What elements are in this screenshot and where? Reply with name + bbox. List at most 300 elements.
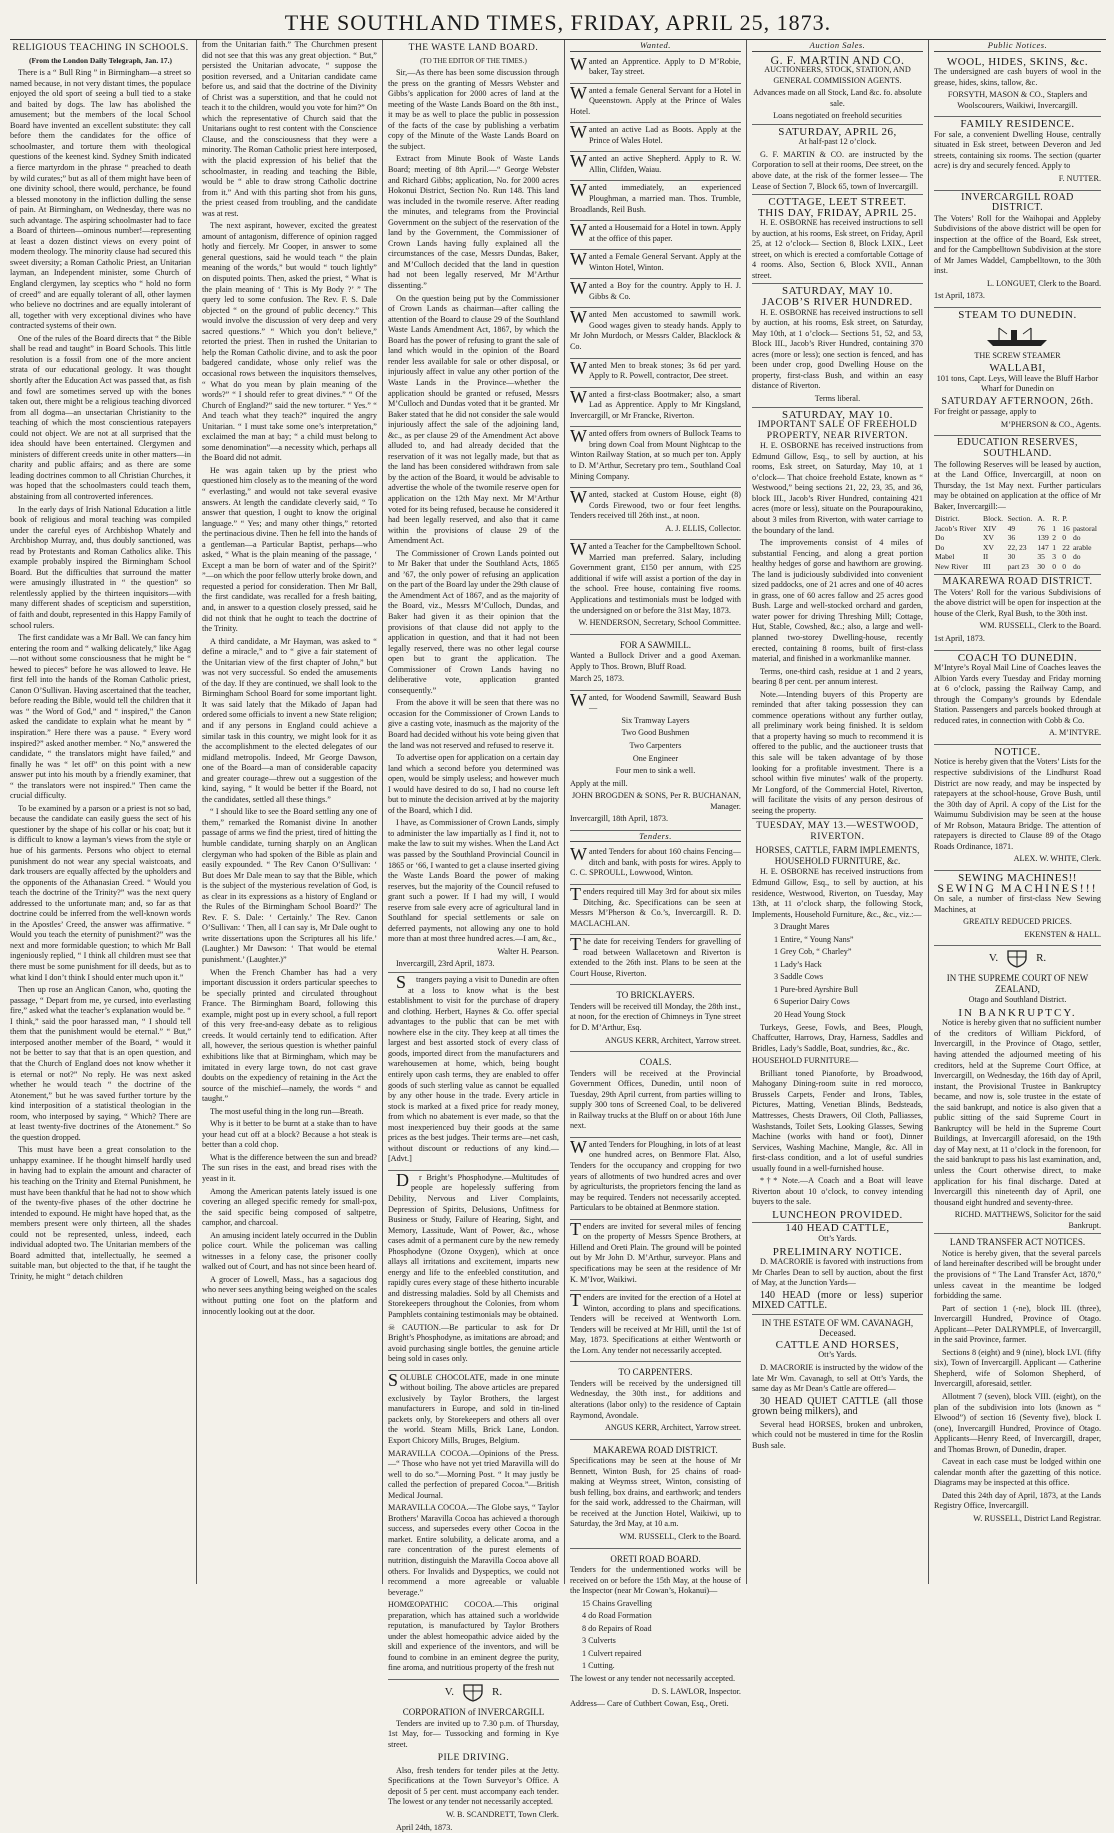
letter-paragraph: Sir,—As there has been some discussion through the press on the granting of Messrs Webster and Gibbs’s application for 2000 acres of land at the meeting of the Waste Lands Board on the 8th inst., it may be as well to place the public in possession of the facts of the case by publishing a verbatim copy of the Minute of the Waste Lands Board on the subject. [388, 68, 559, 152]
ad-text: Tenders are invited for several miles of fencing on the property of Messrs Spence Brothers, at Hillend and Oreti Plain. The ground will be pointed out by Mr John D. M’Arthur, surveyor. Plans and specifications may be seen at the residence of Mr K. M’Ivor, Waikiwi. [570, 1222, 741, 1285]
sale-text: H. E. OSBORNE has received instructions from Edmund Gillow, Esq., to sell by auction, at his rooms, Esk street, on Saturday, May 10, at 1 o’clock— That choice freehold Estate, known as “ Westwood,” being sections 21, 22, 23, 35, and 36, block III., Jacob’s River Hundred, containing 421 acres (more or less), situate on the Pourapourakino, about 3 miles from Riverton, with water carriage to the boundary of the land. [752, 441, 923, 536]
ad-heading: SEWING MACHINES!!! [934, 883, 1101, 894]
ad-text: Tenders will be received till Monday, the 28th inst., at noon, for the erection of Chimneys in Tyne street for D. M’Arthur, Esq. [570, 1002, 741, 1034]
ad-text: Tenders will be received by the undersigned till Wednesday, the 30th inst., for additions and alterations (labor only) to the residence of Captain Raymond, Avondale. [570, 1379, 741, 1421]
table-cell: pastoral [1072, 524, 1101, 534]
sale-text: G. F. MARTIN & CO. are instructed by the Corporation to sell at their rooms, Dee street, on the above date, at the risk of the former lessee— The Lease of Section 7, Block 65, town of Invercargill. [752, 150, 923, 195]
ad-text: Apply at the mill. [570, 779, 741, 790]
table-cell: New River [934, 562, 982, 572]
ad-text: Wanted a first-class Bootmaker; also, a smart Lad as Apprentice. Apply to Mr Kingsland, Invercargill, or Mr Francke, Riverton. [570, 390, 741, 422]
article-paragraph: “ I should like to see the Board settling any one of them,” remarked the Romanist divine In another passage of arms we find the priest, tired of hitting the humble candidate, turning sharply on an Anglican clergyman who had spoken of the Bible as plain and easily expounded. “ The Rev Canon O’Sullivan: ‘ But does Mr Dale mean to say that the Bible, which is the subject of the mysterious revelation of God, is as clear in its expressions as a history of England or the Rules of the Birmingham School Board?’ The Rev. F. S. Dale: ‘ Certainly.’ The Rev. Canon O’Sullivan: ‘ Then, all I can say is, Mr Dale ought to write dissertations upon the Scriptures all his life.’ (Laughter.) Mr Dawson: ‘ That would be eternal punishment.’ (Laughter.)” [202, 807, 377, 965]
table-cell: 36 [1007, 533, 1037, 543]
ad-signature: D. S. LAWLOR, Inspector. [570, 1687, 741, 1698]
ad-text: Address— Care of Cuthbert Cowan, Esq., Oreti. [570, 1699, 741, 1710]
court-crest: V. R. [934, 946, 1101, 970]
sale-date: THIS DAY, FRIDAY, APRIL 25. [752, 208, 923, 219]
letter-paragraph: To advertise open for application on a certain day land which a second before you determined was open, would be simply useless; and however much I would have desired to do so, I had no course left but to minute the decision arrived at by the majority of the Board, which I did. [388, 753, 559, 816]
advert-chocolate [388, 1371, 559, 1680]
steamer-ad [934, 308, 1101, 436]
pile-signature: W. B. SCANDRETT, Town Clerk. [388, 1810, 559, 1821]
bankruptcy-signature: RICHD. MATTHEWS, Solicitor for the said Bankrupt. [934, 1210, 1101, 1234]
sale-heading: PRELIMINARY NOTICE. [752, 1247, 923, 1258]
table-cell: 0 [1061, 562, 1072, 572]
stock-item: 1 Grey Cob, “ Charley” [752, 947, 923, 958]
table-cell: 35 [1036, 552, 1051, 562]
sale-date: TUESDAY, MAY 13.—WESTWOOD, RIVERTON. [752, 821, 923, 842]
table-cell: 0 [1051, 562, 1061, 572]
advert-strangers [388, 972, 559, 1171]
ad-text: Tenders required till May 3rd for about six miles Ditching, &c. Specifications can be seen at Messrs M’Pherson & Co.’s, Invercargill. R. D. MACLACHLAN. [570, 887, 741, 929]
ad-text: The following Reserves will be leased by auction, at the Land Office, Invercargill, at noon on Thursday, the 1st May next. Further particulars may be obtained on application at the office of Mr Baker, Invercargill:— [934, 460, 1101, 513]
ad-text: Wanted, for Woodend Sawmill, Seaward Bush— [570, 693, 741, 714]
ad-signature: M’PHERSON & CO., Agents. [934, 420, 1101, 431]
wanted-ad [570, 84, 741, 124]
table-cell: 1 [1051, 524, 1061, 534]
advert-phosphodyne [388, 1171, 559, 1371]
pile-date: April 24th, 1873. [388, 1823, 559, 1833]
sale-heading: IMPORTANT SALE OF FREEHOLD PROPERTY, NEAR RIVERTON. [752, 420, 923, 441]
ad-signature: A. M’INTYRE. [934, 728, 1101, 739]
section-header-auctions: Auction Sales. [752, 40, 923, 52]
oreti-ad [570, 1549, 741, 1715]
corporation-text: Tenders are invited up to 7.30 p.m. of Thursday, 1st May, for— Tussocking and forming in Kye street. [388, 1719, 559, 1751]
ad-date: 1st April, 1873. [934, 291, 1101, 302]
table-cell: 22 [1061, 543, 1072, 553]
table-cell: 139 [1036, 533, 1051, 543]
wanted-ad [570, 359, 741, 388]
table-cell: part 23 [1007, 562, 1037, 572]
sawmill-ad [570, 635, 741, 691]
article-paragraph: The next aspirant, however, excited the greatest amount of antagonism, difference of opinion ragged hotly and fiercely. Mr Cooper, in answer to some general questions, said he would teach “ the plain meaning of the words,” but would “ touch lightly” on disputed points. Then, asked the priest, “ What is the plain meaning of ‘ This is My Body ?’ ” The query led to some confusion. The Rev. F. S. Dale objected “ on the ground of public decency.” This would involve the discussion of very deep and very sacred questions.” “ Which you don’t believe,” retorted the priest. Then in rushed the Unitarian to help the Roman Catholic divine, and to ask the poor badgered candidate, whose only relief was the occasional rows between the inquisitors themselves, “ What do you mean by plain meaning of the words?” “ I should refer to great divines.” “ Of the Church of England?” said the new torturer. “ Yes.” “ And teach what they teach?” inquired the angry Unitarian. “ I must take some one’s interpretation,” exclaimed the man at bay; “ a child must belong to some denomination”—a necessity which, perhaps all the Board did not admit. [202, 221, 377, 464]
filler-paragraph: The most useful thing in the long run—Breath. [202, 1107, 377, 1118]
tender-ad [570, 885, 741, 935]
ad-heading: FOR A SAWMILL. [570, 640, 741, 651]
bricklayers-ad [570, 985, 741, 1052]
tender-ad [570, 1220, 741, 1291]
ad-signature: WM. RUSSELL, Clerk to the Board. [570, 1532, 741, 1543]
ad-text: Wanted an active Lad as Boots. Apply at the Prince of Wales Hotel. [570, 125, 741, 146]
crest-icon [1004, 948, 1030, 968]
sale-text: Note.—Intending buyers of this Property are reminded that after taking possession they can commence operations without any further outlay, all preliminary work being finished. It is seldom that a property having so much to recommend it is offered to the public, and the auctioneer trusts that this sale will be taken advantage of by those looking for a profitable investment. There is a school within five minutes’ walk of the property. Mr Longford, of the Commercial Hotel, Riverton, will facilitate the visits of any person desirous of seeing the property. [752, 690, 923, 820]
sale-date: SATURDAY, MAY 10. [752, 286, 923, 297]
ad-text: Notice is hereby given that the Voters’ Lists for the respective subdivisions of the Lindhurst Road District are now ready, and may be inspected by ratepayers at the school-house, Grove Bush, until the 30th day of April. A copy of the List for the Waimumu Subdivision may be seen at the house of Mr Robson, Mataura Bridge. The attention of ratepayers is directed to Clause 89 of the Otago Roads Ordinance, 1871. [934, 757, 1101, 852]
sale-text: The improvements consist of 4 miles of substantial Fencing, and along a great portion healthy hedges of gorse and hawthorn are growing. The land is judiciously subdivided into convenient sized paddocks, one of 21 acres and one of 40 acres in grass, one of 60 acres fallow and 25 acres good Bush. Large and well-stocked orchard and garden, water power for driving Threshing Mill; Cottage, Hut, Stable, Cowshed, &c.; also, a large and well-planned two-storey Dwelling-house, recently erected, containing 8 rooms, built of first-class material, and finished in a workmanlike manner. [752, 538, 923, 665]
ad-signature: F. NUTTER. [934, 174, 1101, 185]
ad-list-item: 4 do Road Formation [570, 1611, 741, 1622]
stock-item: 6 Superior Dairy Cows [752, 997, 923, 1008]
ad-text: The Voters’ Roll for the various Subdivisions of the above district will be open for inspection at the house of the Clerk, Ryal Bush, to the 30th inst. [934, 588, 1101, 620]
makarewa-ad [570, 1440, 741, 1549]
ad-text: Wanted a Boy for the country. Apply to H. J. Gibbs & Co. [570, 281, 741, 302]
sale-text: D. MACRORIE is instructed by the widow of the late Mr Wm. Cavanagh, to sell at Ott’s Yards, the same day as Mr Dean’s Cattle are offered— [752, 1363, 923, 1395]
court-district: Otago and Southland District. [934, 995, 1101, 1006]
article-paragraph: When the French Chamber has had a very important discussion it orders particular speeches to be specially printed and circulated throughout France. The Birmingham Board, following this example, might post up in every school, a full report of this very free-and-easy debate as to religious creeds. It would certainly tend to edification. After all, however, the serious question is whether painful exhibitions like that at Birmingham, which may be imitated in every large town, do not cast grave doubts on the expediency of retaining in the Act the source of the mischief—namely, the words “ and taught.” [202, 968, 377, 1105]
carpenters-ad [570, 1362, 741, 1439]
ad-signature: W. HENDERSON, Secretary, School Committee. [570, 618, 741, 629]
column-2 [196, 40, 382, 1584]
wool-ad [934, 55, 1101, 118]
article-paragraph: There is a “ Bull Ring ” in Birmingham—a street so named because, in not very distant times, the populace enjoyed the old sport of seeing a bull tied to a stake and baited by dogs. The law has abolished the amusement; but the members of the local School Board have invented an excellent substitute: they call before them the candidates for the office of schoolmaster, and torture them with theological questions of the keenest kind. Sydney Smith indicated a fierce martyrdom in the phrase “ preached to death by wild curates;” but as all of them might have been of one divinity school, there would, perchance, be found a blessed monotony in the infliction dulling the sense of pain. At Birmingham, on Wednesday, there was no such advantage. The aspiring schoolmaster had to face a Board of thirteen—ominous number!—representing at least a dozen distinct views on every point of modern theology. The minority clause had secured this sweet diversity; a Roman Catholic Priest, an Unitarian layman, an Independent minister, some Church of England clergymen, lay sceptics who “ hold no form of creed” and are equally tolerant of all, other laymen who believe no doctrines and are equally intolerant of all, together with very exceptional divines who have contracted systems of their own. [10, 68, 191, 332]
land-transfer-text: Notice is hereby given, that the several parcels of land hereinafter described will be brought under the provisions of “ The Land Transfer Act, 1870,” unless caveat in the meantime be lodged forbidding the same. [934, 1249, 1101, 1302]
sale-note: LUNCHEON PROVIDED. [752, 1210, 923, 1224]
letter-paragraph: I have, as Commissioner of Crown Lands, simply to administer the law impartially as I find it, not to make the law to suit my wishes. When the Land Act was passed by the Southland Provincial Council in 1865 or ‘66, I wanted to get a clause inserted giving the Waste Lands Board the power of making reserves, but the majority of the Council refused to grant such a power. If I had my will, I would reserve from sale every acre of agricultural land in Southland for special settlements or sale on deferred payments, not allowing any one to hold more than at most three hundred acres.—I am, &c., [388, 818, 559, 945]
table-cell: Section. [1007, 514, 1037, 524]
table-cell: Block. [982, 514, 1007, 524]
land-transfer-text: Allotment 7 (seven), block VIII. (eight), on the plan of the subdivision into lots (known as “ Elwood”) of section 16 (Seventy five), block I. (one), Invercargill Hundred, Province of Otago. Applicants—Henry Reed, of Invercargill, draper, and Thomas Brown, of Dunedin, draper. [934, 1392, 1101, 1455]
ship-name: WALLABI, [934, 363, 1101, 374]
coals-ad [570, 1052, 741, 1138]
ad-signature: ANGUS KERR, Architect, Yarrow street. [570, 1423, 741, 1434]
sale-venue: Ott’s Yards. [752, 1350, 923, 1361]
corporation-crest: V. R. [388, 1680, 559, 1704]
wanted-ad [570, 250, 741, 279]
ad-signature: EKENSTEN & HALL. [934, 930, 1101, 941]
table-cell: do [1072, 533, 1101, 543]
corporation-heading: CORPORATION of INVERCARGILL [388, 1707, 559, 1718]
table-cell: 1 [1051, 543, 1061, 553]
sale-text: D. MACRORIE is favored with instructions from Mr Charles Dean to sell by auction, about the first of May, at the Junction Yards— [752, 1257, 923, 1289]
family-residence-ad [934, 117, 1101, 190]
ad-text: On sale, a number of first-class New Sewing Machines, at [934, 894, 1101, 915]
table-cell: II [982, 552, 1007, 562]
land-transfer-text: Part of section 1 (-ne), block III. (three), Invercargill Hundred, Province of Otago. Applicant—Peter DALRYMPLE, of Invercargill, in the said Province, farmer. [934, 1304, 1101, 1346]
land-transfer-signature: W. RUSSELL, District Land Registrar. [934, 1514, 1101, 1525]
sale-text: Several head HORSES, broken and unbroken, which could not be mustered in time for the Roslin Bush sale. [752, 1420, 923, 1452]
steamship-icon [934, 324, 1101, 348]
table-cell: 22, 23 [1007, 543, 1037, 553]
auctioneer-name: G. F. MARTIN AND CO. [752, 55, 923, 66]
sale-date: SATURDAY, MAY 10. [752, 410, 923, 421]
ad-text: THE SCREW STEAMER [934, 351, 1101, 362]
column-3 [382, 40, 564, 1584]
section-header-notices: Public Notices. [934, 40, 1101, 52]
sale-heading: IN THE ESTATE OF WM. CAVANAGH, Deceased. [752, 1318, 923, 1339]
stock-item: 1 Pure-bred Ayrshire Bull [752, 985, 923, 996]
ad-date: Invercargill, 18th April, 1873. [570, 814, 741, 825]
auctioneer-note: Advances made on all Stock, Land &c. fo. absolute sale. [752, 88, 923, 109]
table-cell: P. [1061, 514, 1072, 524]
table-cell: Mabel [934, 552, 982, 562]
ad-signature: WM. RUSSELL, Clerk to the Board. [934, 621, 1101, 632]
education-reserves-ad [934, 436, 1101, 575]
advert-text: SOLUBLE CHOCOLATE, made in one minute without boiling. The above articles are prepared exclusively by Taylor Brothers, the largest manufacturers in Europe, and sold in tin-lined packets only, by Storekeepers and others all over the world. Steam Mills, Brick Lane, London. Export Chicory Mills, Bruges, Belgium. [388, 1373, 559, 1447]
letter-title: THE WASTE LAND BOARD. [388, 43, 559, 54]
filler-paragraph: Why is it better to be burnt at a stake than to have your head cut off at a block? Because a hot steak is better than a cold chop. [202, 1119, 377, 1151]
letter-signature: Walter H. Pearson. [388, 947, 559, 958]
letter-dateline: Invercargill, 23rd April, 1873. [388, 959, 559, 970]
article-paragraph: Then up rose an Anglican Canon, who, quoting the passage, “ Depart from me, ye cursed, into everlasting fire,” asked what the teacher’s explanation would be. “ I think,” said the poor harassed man, “ I should tell them that the punishment would be eternal.” “ But,” interposed another member of the Board, “ would it not be better to say that that is an open question, and that the Church of England does not know whether it is eternal or not?” No reply. He was next asked whether he would teach “ the doctrine of the Atonement,” but he was saved further torture by the kind interposition of a statistical theologian in the room, who interposed by saying, “ Which? There are at least twenty-five doctrines of the Atonement.” So the question dropped. [10, 985, 191, 1143]
table-row [934, 524, 1101, 534]
advert-text: Dr Bright’s Phosphodyne.—Multitudes of people are hopelessly suffering from Debility, Nervous and Liver Complaints, Depression of Spirits, Delusions, Unfitness for Business or Study, Failure of Hearing, Sight, and Memory, Lassitude, Want of Power, &c., whose cases admit of a permanent cure by the new remedy Phosphodyne (Ozone Oxygen), which at once allays all irritations and excitement, imparts new energy and life to the enfeebled constitution, and rapidly cures every stage of these hitherto incurable and distressing maladies. Sold by all Chemists and Storekeepers throughout the Colonies, from whom Pamphlets containing testimonials may be obtained. [388, 1173, 559, 1321]
ad-text: Tenders will be received at the Provincial Government Offices, Dunedin, until noon of Tuesday, 29th April current, from parties willing to supply 300 tons of Screened Coal, to be delivered in Railway trucks at the Bluff on or about 16th June next. [570, 1069, 741, 1132]
article-paragraph: The first candidate was a Mr Ball. We can fancy him entering the room and “ walking delicately,” like Agag—not without some consciousness that he might be “ hewed to pieces” before he was allowed to leave. He first fell into the hands of the Roman Catholic priest, Canon O’Sullivan. Having ascertained that the teacher, before reading the Bible, would tell the children that it was “ the Word of God,” and “ inspired,” the Canon asked the candidate to explain what he meant by “ inspiration.” Here there was a pause. “ Every word inspired?” asked another member. “ No,” answered the candidate, “ the translators might have failed,” and finally he was “ let off” on this point with a new answer put into his mouth by a friendly examiner, that “ the translators were not inspired.” Then came the crucial difficulty. [10, 633, 191, 802]
wanted-ad [570, 123, 741, 152]
bankruptcy-heading: IN BANKRUPTCY. [934, 1008, 1101, 1019]
sale-text: Terms, one-third cash, residue at 1 and 2 years, bearing 8 per cent. per annum interest. [752, 667, 923, 688]
sale-date: SATURDAY, APRIL 26, [752, 127, 923, 138]
table-cell: 147 [1036, 543, 1051, 553]
table-cell: XIV [982, 524, 1007, 534]
filler-paragraph: Among the American patents lately issued is one covering an alleged specific remedy for small-pox, the said specific being composed of saltpetre, camphor, and charcoal. [202, 1187, 377, 1229]
road-district-ad [934, 191, 1101, 308]
column-6 [928, 40, 1106, 1584]
ad-text: Wanted an active Shepherd. Apply to R. W. Allin, Clifden, Waiau. [570, 154, 741, 175]
table-row [934, 533, 1101, 543]
wanted-ad [570, 181, 741, 221]
ad-text: Wanted a Bullock Driver and a good Axeman. Apply to Thos. Brown, Bluff Road. [570, 651, 741, 672]
ad-signature: ANGUS KERR, Architect, Yarrow street. [570, 1036, 741, 1047]
table-cell: XV [982, 543, 1007, 553]
table-row [934, 543, 1101, 553]
table-header-row [934, 514, 1101, 524]
ad-heading: MAKAREWA ROAD DISTRICT. [570, 1445, 741, 1456]
ad-text: Wanted Men accustomed to sawmill work. Good wages given to steady hands. Apply to Mr John Murdoch, or Messrs Calder, Blacklock & Co. [570, 310, 741, 352]
filler-paragraph: What is the difference between the sun and bread? The sun rises in the east, and bread rises with the yeast in it. [202, 1153, 377, 1185]
article-paragraph: He was again taken up by the priest who questioned him closely as to the meaning of the word “ everlasting,” and would not take several evasive answers. At length the candidate cleverly said, “ To answer that question, I ought to know the original language.” “ Yes; and many other things,” retorted the pertinacious divine. Then he fell into the hands of a gentleman—a Particular Baptist, perhaps—who asked, “ What is the plain meaning of the passage, ‘ Except a man be born of water and of the Spirit?’ ”—on which the poor fellow utterly broke down, and requested a period for consideration. Then Mr Ball, the first candidate, was recalled for a fresh baiting, and, in answer to a question closely pressed, said he did not think that he ought to teach the doctrine of the Trinity. [202, 466, 377, 635]
ad-text: Wanted a Female General Servant. Apply at the Winton Hotel, Winton. [570, 252, 741, 273]
table-row [934, 552, 1101, 562]
ad-heading: ORETI ROAD BOARD. [570, 1554, 741, 1565]
table-cell: A. [1036, 514, 1051, 524]
tender-ad [570, 845, 741, 885]
article-paragraph: In the early days of Irish National Education a little book of religious and moral teaching was compiled under the careful eyes of Archbishop Whately and Archbishop Murray, and, thus doubly sanctioned, was read by Protestants and Roman Catholics alike. This example probably inspired the Birmingham School Board. But the difficulties that surround the matter were amusingly illustrated in “ the question” so relentlessly applied by the thirteen inquisitors—with many different shades of scepticism and superstition, of faith and doubt, represented in this Happy Family of school rulers. [10, 505, 191, 632]
wanted-ad [570, 540, 741, 634]
ad-text: Wanted Men to break stones; 3s 6d per yard. Apply to R. Powell, contractor, Dee street. [570, 361, 741, 382]
auctioneer-desc: AUCTIONEERS, STOCK, STATION, AND GENERAL COMMISSION AGENTS. [752, 65, 923, 86]
wanted-ad [570, 221, 741, 250]
table-cell: Jacob’s River [934, 524, 982, 534]
table-cell: III [982, 562, 1007, 572]
table-cell: 0 [1061, 552, 1072, 562]
auctioneer-note: Loans negotiated on freehold securities [752, 111, 923, 125]
coach-ad [934, 651, 1101, 745]
land-transfer-date: Dated this 24th day of April, 1873, at the Lands Registry Office, Invercargill. [934, 1491, 1101, 1512]
ad-heading: NOTICE. [934, 747, 1101, 758]
ad-heading: COACH TO DUNEDIN. [934, 653, 1101, 664]
table-cell: do [1072, 552, 1101, 562]
ad-text: Wanted offers from owners of Bullock Teams to bring down Coal from Mount Nightcap to the Winton Railway Station, at so much per ton. Apply to D. M’Arthur, Secretary pro tem., Southland Coal Mining Company. [570, 429, 741, 482]
letter-subtitle: (TO THE EDITOR OF THE TIMES.) [388, 56, 559, 67]
letter-paragraph: Extract from Minute Book of Waste Lands Board; meeting of 8th April.—“ George Webster and Richard Gibbs; application, No. for 2000 acres Hokonui District, Section No. Run 148. This land was included in the twomile reserve. After reading the minutes, and telegrams from the Provincial Government on the subject of the reservation of the land by the Government, the Commissioner of Crown Lands having fully explained all the circumstances of the case, Messrs Dundas, Baker, and M’Culloch decided that the land in question had not been legally reserved, Mr M’Arthur dissenting.” [388, 154, 559, 291]
ad-signature: ALEX. W. WHITE, Clerk. [934, 854, 1101, 865]
ad-text: Wanted Tenders for Ploughing, in lots of at least one hundred acres, on Benmore Flat. Also, Tenders for the occupancy and cropping for two years of allotments of two hundred acres and over by agriculturists, the proprietors fencing the land as may be required. Tenders not necessarily accepted. Particulars to be obtained at Benmore station. [570, 1140, 741, 1214]
reserves-table [934, 514, 1101, 571]
article-paragraph: To be examined by a parson or a priest is not so bad, because the candidate can easily guess the sect of his questioner by the shape of his collar or his coat; but it is difficult to know a layman’s views from the style or hue of his garments. Persons who object to eternal punishment do not wear any special waistcoats, and dark trousers are equally affected by the upholders and the opponents of the Athanasian Creed. “ Would you teach the doctrine of the Trinity?” was the next query addressed to the unfortunate man; and, so far as that doctrine could be inferred from the well-known words in the Apostles’ Creed, the answer was affirmative. “ Would you teach the eternity of punishment?” was the next and more formidable question; to which Mr Ball ingeniously replied, “ I think all children must see that there must be some punishment for ill deeds, but as to what kind I don’t think I should enter much upon it.” [10, 804, 191, 983]
sale-venue: Ott’s Yards. [752, 1234, 923, 1245]
stock-item: 20 Head Young Stock [752, 1010, 923, 1021]
wanted-ad [570, 55, 741, 84]
tender-ad [570, 935, 741, 985]
sewing-ad [934, 871, 1101, 946]
table-cell: 16 [1061, 524, 1072, 534]
table-cell: 49 [1007, 524, 1037, 534]
ad-signature: JOHN BROGDEN & SONS, Per R. BUCHANAN, Manager. [570, 791, 741, 812]
sale-text: H. E. OSBORNE has received instructions to sell by auction, at his rooms, Esk street, on Saturday, May 10th, at 1 o’clock— Sections 51, 52, and 53, Block III., Jacob’s River Hundred, containing 370 acres (more or less); one section is fenced, and has been under crop, good Dwelling House on the property, first-class Bush, and within an easy distance of Riverton. [752, 308, 923, 392]
ad-heading: COALS. [570, 1057, 741, 1068]
article-paragraph: A third candidate, a Mr Hayman, was asked to “ define a miracle,” and to “ give a fair statement of the Unitarian view of the first chapter of John,” but was not very successful. So ended the amusements of the day. If they are continued, we shall look to the Birmingham School Board for some important light. It was said lately that the Mikado of Japan had ordered some officials to invent a new State religion; and if any persons in England could achieve a similar task in this country, we might look for it as the accomplishment to the elected delegates of our midland metropolis. Indeed, Mr George Dawson, one of the Board—a man of considerable capacity and greater courage—threw out a suggestion of the kind, saying, “ It would be better if the Board, not the candidates, settled all these things.” [202, 637, 377, 806]
sale-text: H. E. OSBORNE has received instructions to sell by auction, at his rooms, Esk street, on Friday, April 25, at 12 o’clock— Section 8, Block LXIX., Leet street, on which is erected a comfortable Cottage of 4 rooms. Also, Section 6, Block XVII., Annan street. [752, 218, 923, 284]
table-cell: 30 [1036, 562, 1051, 572]
filler-paragraph: An amusing incident lately occurred in the Dublin police court. While the policeman was calling witnesses in a felony case, the prisoner coolly walked out of Court, and has not since been heard of. [202, 1231, 377, 1273]
tender-ad [570, 1138, 741, 1220]
section-header-wanted: Wanted. [570, 40, 741, 52]
ad-heading: TO CARPENTERS. [570, 1367, 741, 1378]
pile-heading: PILE DRIVING. [388, 1753, 559, 1764]
ad-text: For freight or passage, apply to [934, 407, 1101, 418]
ad-text: For sale, a convenient Dwelling House, centrally situated in Esk street, between Deveron and Jed streets, containing six rooms. The section (quarter acre) is dry and securely fenced. Apply to [934, 130, 1101, 172]
ad-text: Wanted immediately, an experienced Ploughman, a married man. Thos. Trumble, Broadlands, Reil Bush. [570, 183, 741, 215]
ad-text: Wanted a Teacher for the Campbelltown School. Married man preferred. Salary, including Government grant, £150 per annum, with £25 additional if wife will assist a portion of the day in the school. Free house, containing five rooms. Applications and testimonials must be lodged with the undersigned on or before the 31st May, 1873. [570, 542, 741, 616]
sale-heading: CATTLE AND HORSES, [752, 1340, 923, 1351]
sale-text: Brilliant toned Pianoforte, by Broadwood, Mahogany Dining-room suite in red morocco, Brussels Carpets, Fender and Irons, Tables, Pictures, Matting, Venetian Blinds, Bedsteads, Mattresses, Chests Drawers, Oil Cloth, Palliasses, Washstands, Toilet Sets, Looking Glasses, Sewing Machine (works with hand or foot), Dinner Services, Washing Machine, Mangle, &c. All in first-class condition, and a lot of useful sundries usually found in a well-furnished house. [752, 1069, 923, 1174]
makarewa-district-ad [934, 575, 1101, 650]
table-cell: 0 [1061, 533, 1072, 543]
table-cell: do [1072, 562, 1101, 572]
sale-heading: 140 HEAD CATTLE, [752, 1223, 923, 1234]
sale-subheading: HOUSEHOLD FURNITURE— [752, 1056, 923, 1067]
stock-item: 1 Lady’s Hack [752, 960, 923, 971]
ad-list-item: Six Tramway Layers [570, 716, 741, 727]
table-cell: District. [934, 514, 982, 524]
wanted-ad [570, 308, 741, 358]
ad-text: The undersigned are cash buyers of wool in the grease, hides, skins, tallow, &c. [934, 67, 1101, 88]
filler-paragraph: A grocer of Lowell, Mass., has a sagacious dog who never sees anything being weighed on the scales without putting one foot on the platform and innocently looking out at the door. [202, 1275, 377, 1317]
ad-heading: SEWING MACHINES!! [934, 873, 1101, 884]
pile-text: Also, fresh tenders for tender piles at the Jetty. Specifications at the Town Surveyor’s Office. A deposit of 5 per cent. must accompany each tender. The lowest or any tender not necessarily accepted. [388, 1766, 559, 1808]
advert-text: MARAVILLA COCOA.—The Globe says, “ Taylor Brothers’ Maravilla Cocoa has achieved a thorough success, and supersedes every other Cocoa in the market. Entire solubility, a delicate aroma, and a rare concentration of the purest elements of nutrition, distinguish the Maravilla Cocoa above all others. For Invalids and Dyspeptics, we could not recommend a more agreeable or valuable beverage.” [388, 1503, 559, 1598]
ad-text: 101 tons, Capt. Leys, Will leave the Bluff Harbor Wharf for Dunedin on [934, 374, 1101, 395]
ad-text: GREATLY REDUCED PRICES. [934, 917, 1101, 928]
ad-list-item: Four men to sink a well. [570, 766, 741, 777]
wanted-ad [570, 279, 741, 308]
ad-heading: STEAM TO DUNEDIN. [934, 310, 1101, 321]
sale-lot: 140 HEAD (more or less) superior MIXED CATTLE. [752, 1291, 923, 1315]
table-cell: R. [1051, 514, 1061, 524]
ad-list-item: 3 Culverts [570, 1636, 741, 1647]
article-paragraph: This must have been a great consolation to the unhappy examinee. If he thought himself hardly used in having had to explain the amount and character of his teaching on the Trinity and Eternal Punishment, he must have been thankful that he had not to show which of the twenty-five phases of the other doctrine he intended to expound. He might have hoped that, as the members present were only thirteen, all the shades could not be represented, unless, indeed, each individual adopted two. The Unitarian members of the Board admitted that, intellectually, he seemed a suitable man, but objected to the that, if he taught the Trinity, he might “ detach children [10, 1145, 191, 1282]
ad-list-item: Two Carpenters [570, 741, 741, 752]
sale-terms: Terms liberal. [752, 394, 923, 408]
sale-heading: JACOB’S RIVER HUNDRED. [752, 297, 923, 308]
ad-heading: INVERCARGILL ROAD DISTRICT. [934, 193, 1101, 214]
table-cell: XV [982, 533, 1007, 543]
ad-list-item: 8 do Repairs of Road [570, 1624, 741, 1635]
ad-text: Wanted a Housemaid for a Hotel in town. Apply at the office of this paper. [570, 223, 741, 244]
ad-text: Wanted, stacked at Custom House, eight (8) Cords Firewood, two or four feet lengths. Tenders received till 26th inst., at noon. [570, 490, 741, 522]
land-transfer-text: Sections 8 (eight) and 9 (nine), block LVI. (fifty six), Town of Invercargill. Applicant — Catherine Shepherd, wife of Solomon Shepherd, of Invercargill, aforesaid, settler. [934, 1348, 1101, 1390]
table-cell: 3 [1051, 552, 1061, 562]
ad-text: Specifications may be seen at the house of Mr Bennett, Winton Bush, for 25 chains of road-making at Weymss street, Winton, consisting of bush felling, box drains, and earthwork; and tenders for the said work, addressed to the Chairman, will be received at the Junction Hotel, Waikiwi, up to Saturday, the 3rd May, at 10 a.m. [570, 1456, 741, 1530]
ad-heading: TO BRICKLAYERS. [570, 990, 741, 1001]
column-4 [564, 40, 746, 1584]
sale-time: At half-past 12 o’clock. [752, 137, 923, 148]
article-paragraph: One of the rules of the Board directs that “ the Bible shall be read and taught” in Board Schools. This little resolution is a fossil from one of the more ancient strata of our educational geology. It was thought shortly after the Education Act was passed that, as fish and fowl are sometimes served up with the bones taken out, there might be a religious teaching divorced from all dogma—an unsectarian Christianity to the teaching of which the most conscientious ratepayers could not object. We are not at all surprised that the idea should have been entertained. Clergymen and ministers of different creeds unite in other matters—in charity and public affairs; and as there are some leading doctrines common to all Christian Churches, it was hoped that the schoolmasters could teach them, abstaining from all controverted inferences. [10, 334, 191, 503]
sale-note: *†* Note.—A Coach and a Boat will leave Riverton about 10 o’clock, to convey intending buyers to the sale. [752, 1176, 923, 1208]
tender-ad [570, 1291, 741, 1362]
land-transfer-heading: LAND TRANSFER ACT NOTICES. [934, 1237, 1101, 1248]
sale-heading: COTTAGE, LEET STREET. [752, 197, 923, 208]
court-heading: IN THE SUPREME COURT OF NEW ZEALAND, [934, 973, 1101, 994]
ad-text: Tenders are invited for the erection of a Hotel at Winton, according to plans and specifications. Tenders will be received at Wentworth Lorn. Tenders will be received at Mr Hill, until the 1st of May, 1873. Specifications at either Wentworth or the Lorn. Any tender not necessarily accepted. [570, 1293, 741, 1356]
wanted-ad [570, 388, 741, 428]
ad-heading: EDUCATION RESERVES, SOUTHLAND. [934, 438, 1101, 459]
advert-text: HOMŒOPATHIC COCOA.—This original preparation, which has attained such a worldwide reputation, is manufactured by Taylor Brothers under the ablest homeopathic advice aided by the skill and experience of the inventors, and will be found to combine in an eminent degree the purity, fine aroma, and nutritious property of the fresh nut [388, 1600, 559, 1674]
ad-heading: FAMILY RESIDENCE. [934, 119, 1101, 130]
ad-text: Tenders for the undermentioned works will be received on or before the 15th May, at the house of the Inspector (near Mr Cowan’s, Hokanui)— [570, 1565, 741, 1597]
table-cell: Do [934, 533, 982, 543]
table-cell: Do [934, 543, 982, 553]
land-transfer-text: Caveat in each case must be lodged within one calendar month after the gazetting of this notice. Diagrams may be inspected at this office. [934, 1457, 1101, 1489]
table-cell [1072, 514, 1101, 524]
table-cell: 30 [1007, 552, 1037, 562]
wanted-ad [570, 152, 741, 181]
letter-paragraph: The Commissioner of Crown Lands pointed out to Mr Baker that under the Southland Acts, 1865 and ’67, the only power of refusing an application on the part of the Board lay under the 29th clause of the Amendment Act of 1867, and as the majority of the Board, viz., Messrs M’Culloch, Dundas, and Baker had given it as their opinion that the provisions of that clause did not apply to the application in question, and that it had not been legally reserved, there was no other legal course open but to grant the application. The Commissioner of Crown Lands having no deliberative vote, application granted consequently.” [388, 549, 559, 697]
wanted-ad [570, 488, 741, 540]
ad-heading: MAKAREWA ROAD DISTRICT. [934, 577, 1101, 588]
table-cell: 2 [1051, 533, 1061, 543]
ad-text: M’Intyre’s Royal Mail Line of Coaches leaves the Albion Yards every Tuesday and Friday morning at 6 o’clock, passing the Railway Camp, and through the Company’s grounds by Edendale Station. Passengers and parcels booked through at reduced rates, in connection with Cobb & Co. [934, 663, 1101, 726]
sale-text: Turkeys, Geese, Fowls, and Bees, Plough, Chaffcutter, Harrows, Dray, Harness, Saddles and Bridles, Lady’s Saddle, Boat, sundries, &c., &c. [752, 1023, 923, 1055]
advert-text: Strangers paying a visit to Dunedin are often at a loss to know what is the best establishment to visit for the purchase of drapery and clothing. Herbert, Haynes & Co. offer special advantages to the public that can be met with nowhere else in the city. They keep at all times the largest and best assorted stock of every class of goods, imported direct from the manufacturers and warehousemen at home, which, being bought entirely upon cash terms, they are enabled to offer goods of such sterling value as cannot be equalled by any other house in the trade. Every article in stock is marked at a fixed price for ready money, from which no abatement is ever made, so that the most inexperienced buy their goods at the same prices as the best judges. Their terms are—net cash, without discount or reductions of any kind.—[Advt.] [388, 975, 559, 1165]
table-cell: 76 [1036, 524, 1051, 534]
notice-ad [934, 745, 1101, 871]
advert-caution: ☠ CAUTION.—Be particular to ask for Dr Bright’s Phosphodyne, as imitations are abroad; and avoid purchasing single bottles, the genuine article being sold in cases only. [388, 1323, 559, 1365]
ad-heading: WOOL, HIDES, SKINS, &c. [934, 57, 1101, 68]
column-5 [746, 40, 928, 1584]
ad-text: The Voters’ Roll for the Waihopai and Appleby Subdivisions of the above district will be open for inspection at the office of the Board, Esk street, and for the Campbelltown Subdivision at the store of Mr James Waddel, Campbelltown, to the 30th inst. [934, 214, 1101, 277]
wanted-ad [570, 427, 741, 488]
letter-paragraph: From the above it will be seen that there was no occasion for the Commissioner of Crown Lands to give a casting vote, inasmuch as the majority of the Board had decided without his vote being given that the land was not reserved and refused to reserve it. [388, 698, 559, 751]
stock-item: 3 Saddle Cows [752, 972, 923, 983]
crest-icon [460, 1682, 486, 1702]
bankruptcy-text: Notice is hereby given that no sufficient number of the creditors of William Pickford, of Invercargill, in the Province of Otago, settler, having attended the adjourned meeting of his creditors, held at the Supreme Court Office, at Invercargill, on Wednesday, the 16th day of April, instant, the Provisional Trustee in Bankruptcy became, and now is, sole trustee in the estate of the said bankrupt, and notice is also given that a public sitting of the said Supreme Court in Bankruptcy will be held in the Supreme Court Buildings, at Invercargill aforesaid, on the 19th day of May next, at 11 o’clock in the forenoon, for the said bankrupt to pass his last examination, and, unless the Court otherwise direct, to make application for his final discharge. Dated at Invercargill this nineteenth day of April, one thousand eight hundred and seventy-three. [934, 1018, 1101, 1208]
ad-text: The date for receiving Tenders for gravelling of road between Wallacetown and Riverton is extended to the 26th inst. Plans to be seen at the Court House, Riverton. [570, 937, 741, 979]
sale-lot: 30 HEAD QUIET CATTLE (all those grown being milkers), and [752, 1397, 923, 1418]
sale-heading: HORSES, CATTLE, FARM IMPLEMENTS, HOUSEHOLD FURNITURE, &c. [752, 845, 923, 866]
advert-text: MARAVILLA COCOA.—Opinions of the Press.—“ Those who have not yet tried Maravilla will do well to do so.”—Morning Post. “ It may justly be called the perfection of prepared Cocoa.”—British Medical Journal. [388, 1449, 559, 1502]
ad-list-item: Two Good Bushmen [570, 728, 741, 739]
article-source: (From the London Daily Telegraph, Jan. 17.) [10, 56, 191, 67]
table-row [934, 562, 1101, 572]
article-title: RELIGIOUS TEACHING IN SCHOOLS. [10, 43, 191, 54]
ad-signature: FORSYTH, MASON & CO., Staplers and Woolscourers, Waikiwi, Invercargill. [934, 90, 1101, 111]
masthead: THE SOUTHLAND TIMES, FRIDAY, APRIL 25, 1873. [10, 10, 1106, 36]
sailing-date: SATURDAY AFTERNOON, 26th. [934, 397, 1101, 408]
ad-text: Wanted an Apprentice. Apply to D M’Robie, baker, Tay street. [570, 57, 741, 78]
ad-date: March 25, 1873. [570, 674, 741, 685]
ad-date: 1st April, 1873. [934, 634, 1101, 645]
ad-signature: L. LONGUET, Clerk to the Board. [934, 279, 1101, 290]
table-cell: arable [1072, 543, 1101, 553]
columns [10, 40, 1106, 1584]
woodend-ad [570, 691, 741, 831]
ad-list-item: 1 Culvert repaired [570, 1649, 741, 1660]
ad-list-item: One Engineer [570, 754, 741, 765]
stock-item: 1 Entire, “ Young Nans” [752, 935, 923, 946]
sale-text: H. E. OSBORNE has received instructions from Edmund Gillow, Esq., to sell by auction, at his residence, Westwood, Riverton, on Tuesday, May 13th, at 11 o’clock sharp, the following Stock, Implements, Household Furniture, &c., &c., viz.:— [752, 867, 923, 920]
ad-list-item: 15 Chains Gravelling [570, 1599, 741, 1610]
ad-list-item: 1 Cutting. [570, 1661, 741, 1672]
article-paragraph: from the Unitarian faith.” The Churchmen present did not see that this was any great objection. “ But,” persisted the Unitarian advocate, “ suppose the position reversed, and a Unitarian candidate came before us, and said that the doctrine of the Divinity of Christ was a superstition, and that he could not teach it to the children, would you vote for him?” On which the representative of Church said that the Unitarians ought to rest content with the Conscience Clause, and the consciousness that they were a minority. The Roman Catholic priest here interposed, with the placid expression of his belief that the schoolmaster, in reading and teaching the Bible, would be “ able to draw strong Catholic doctrine from it.” And with this parting shot from his guns, the priest ceased from troubling, and the candidate was at rest. [202, 40, 377, 219]
ad-signature: A. J. ELLIS, Collector. [570, 524, 741, 535]
ad-text: Wanted Tenders for about 160 chains Fencing—ditch and bank, with posts for wires. Apply to C. C. SPROULL, Lowwood, Winton. [570, 847, 741, 879]
stock-item: 3 Draught Mares [752, 922, 923, 933]
section-header-tenders: Tenders. [570, 831, 741, 843]
letter-paragraph: On the question being put by the Commissioner of Crown Lands as chairman—after calling the attention of the Board to clause 29 of the Southland Waste Lands Amendment Act, 1867, by which the Board has the power of refusing to grant the sale of land which would in the opinion of the Board render less available for sale or other disposal, or injuriously affect in value any other portion of the Waste Lands in the Province—whether the application should be granted or refused, Messrs M’Culloch and Dundas voted that it be granted. Mr Baker stated that he did not consider the sale would injuriously affect the sale of the adjoining land, &c., as per clause 29 of the Amendment Act above alluded to, and had already decided that the reservation of it was not legally made, but that as the land has been considered withdrawn from sale by the action of the Board, it would be advisable to advertise the whole of the twomile reserve open for application on the 12th May next. Mr M’Arthur voted for its being refused, because he considered it had been legally reserved, and also that it came within the provisions of clause 29 of the Amendment Act. [388, 294, 559, 547]
ad-text: The lowest or any tender not necessarily accepted. [570, 1674, 741, 1685]
column-1 [10, 40, 196, 1584]
ad-text: Wanted a female General Servant for a Hotel in Queenstown. Apply at the Prince of Wales Hotel. [570, 86, 741, 118]
